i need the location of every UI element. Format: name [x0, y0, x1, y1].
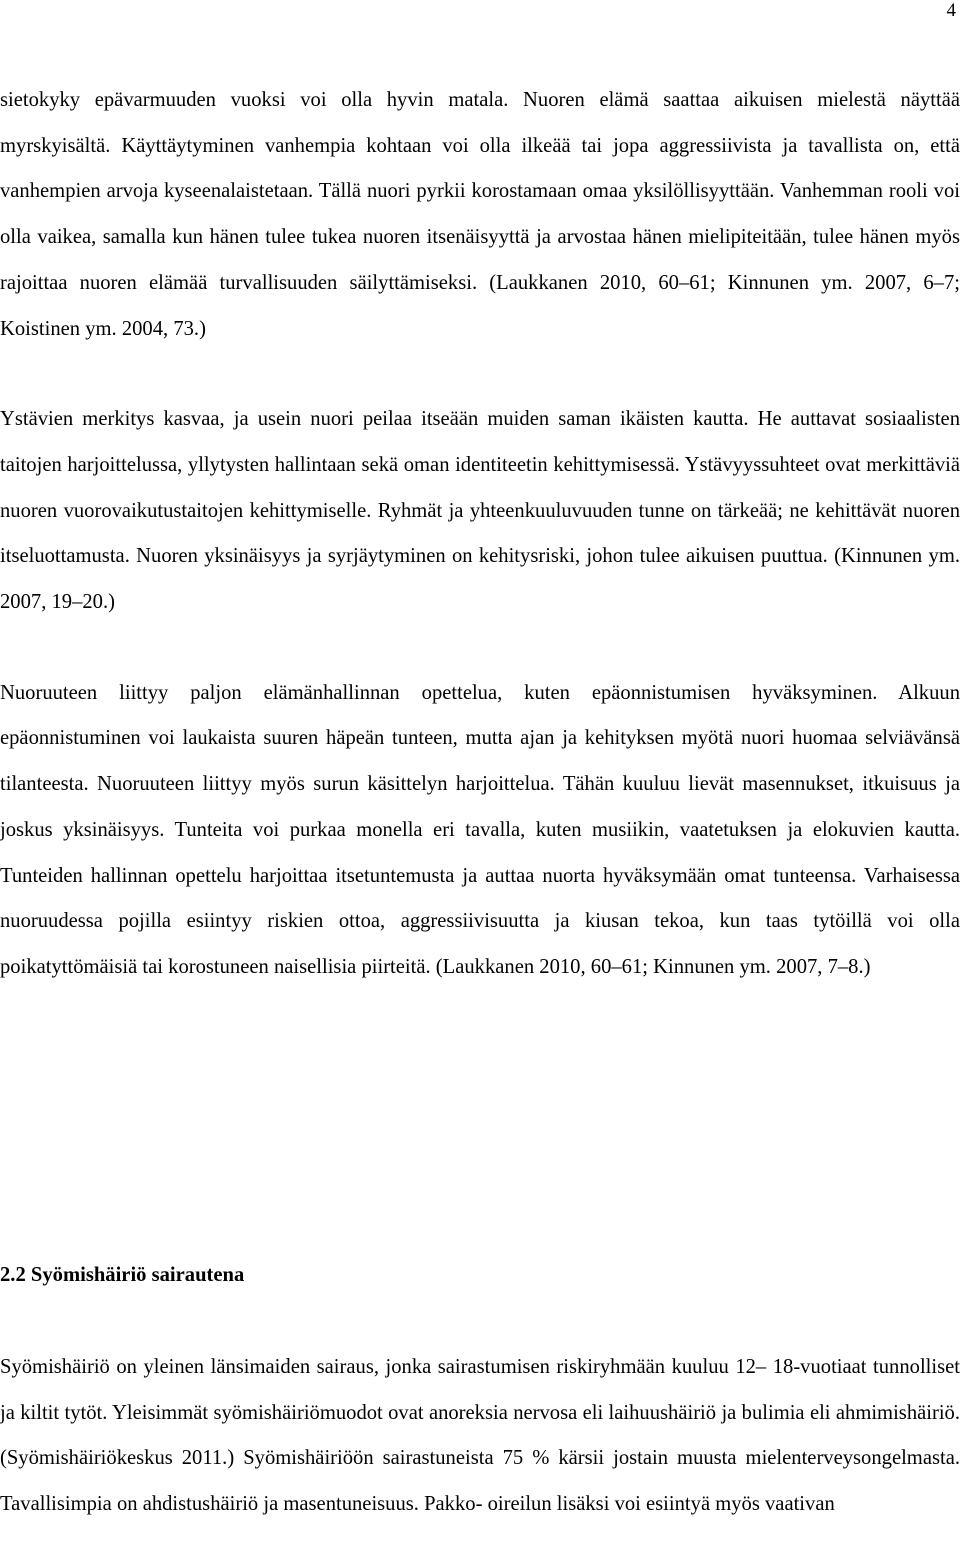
section-heading: 2.2 Syömishäiriö sairautena	[0, 1264, 245, 1286]
paragraph-adolescent-parents: sietokyky epävarmuuden vuoksi voi olla hyvin matala. Nuoren elämä saattaa aikuisen mielestä näyttää myrskyisältä. Käyttäytyminen vanhempia kohtaan voi olla ilkeää tai jopa aggressiivista ja tavallista on, että vanhempien arvoja kyseenalaistetaan. Tällä nuori pyrkii korostamaan omaa yksilöllisyyttään. Vanhemman rooli voi olla vaikea, samalla kun hänen tulee tukea nuoren itsenäisyyttä ja arvostaa hänen mielipiteitään, tulee hänen myös rajoittaa nuoren elämää turvallisuuden säilyttämiseksi. (Laukkanen 2010, 60–61; Kinnunen ym. 2007, 6–7; Koistinen ym. 2004, 73.)	[0, 89, 960, 340]
body-text	[0, 78, 960, 991]
page-number: 4	[946, 0, 956, 21]
paragraph-eating-disorder: Syömishäiriö on yleinen länsimaiden sairaus, jonka sairastumisen riskiryhmään kuuluu 12– 18-vuotiaat tunnolliset ja kiltit tytöt. Yleisimmät syömishäiriömuodot ovat anoreksia nervosa eli laihuushäiriö ja bulimia eli ahmimishäiriö. (Syömishäiriökeskus 2011.) Syömishäiriöön sairastuneista 75 % kärsii jostain muusta mielenterveysongelmasta. Tavallisimpia on ahdistushäiriö ja masentuneisuus. Pakko- oireilun lisäksi voi esiintyä myös vaativan	[0, 1356, 960, 1516]
paragraph-life-management: Nuoruuteen liittyy paljon elämänhallinnan opettelua, kuten epäonnistumisen hyväksyminen. Alkuun epäonnistuminen voi laukaista suuren häpeän tunteen, mutta ajan ja kehityksen myötä nuori huomaa selviävänsä tilanteesta. Nuoruuteen liittyy myös surun käsittelyn harjoittelua. Tähän kuuluu lievät masennukset, itkuisuus ja joskus yksinäisyys. Tunteita voi purkaa monella eri tavalla, kuten musiikin, vaatetuksen ja elokuvien kautta. Tunteiden hallinnan opettelu harjoittaa itsetuntemusta ja auttaa nuorta hyväksymään omat tunteensa. Varhaisessa nuoruudessa pojilla esiintyy riskien ottoa, aggressiivisuutta ja kiusan tekoa, kun taas tytöillä voi olla poikatyttömäisiä tai korostuneen naisellisia piirteitä. (Laukkanen 2010, 60–61; Kinnunen ym. 2007, 7–8.)	[0, 681, 960, 978]
paragraph-friendships: Ystävien merkitys kasvaa, ja usein nuori peilaa itseään muiden saman ikäisten kautta. He auttavat sosiaalisten taitojen harjoittelussa, yllytysten hallintaan sekä oman identiteetin kehittymisessä. Ystävyyssuhteet ovat merkittäviä nuoren vuorovaikutustaitojen kehittymiselle. Ryhmät ja yhteenkuuluvuuden tunne on tärkeää; ne kehittävät nuoren itseluottamusta. Nuoren yksinäisyys ja syrjäytyminen on kehitysriski, johon tulee aikuisen puuttua. (Kinnunen ym. 2007, 19–20.)	[0, 408, 960, 614]
